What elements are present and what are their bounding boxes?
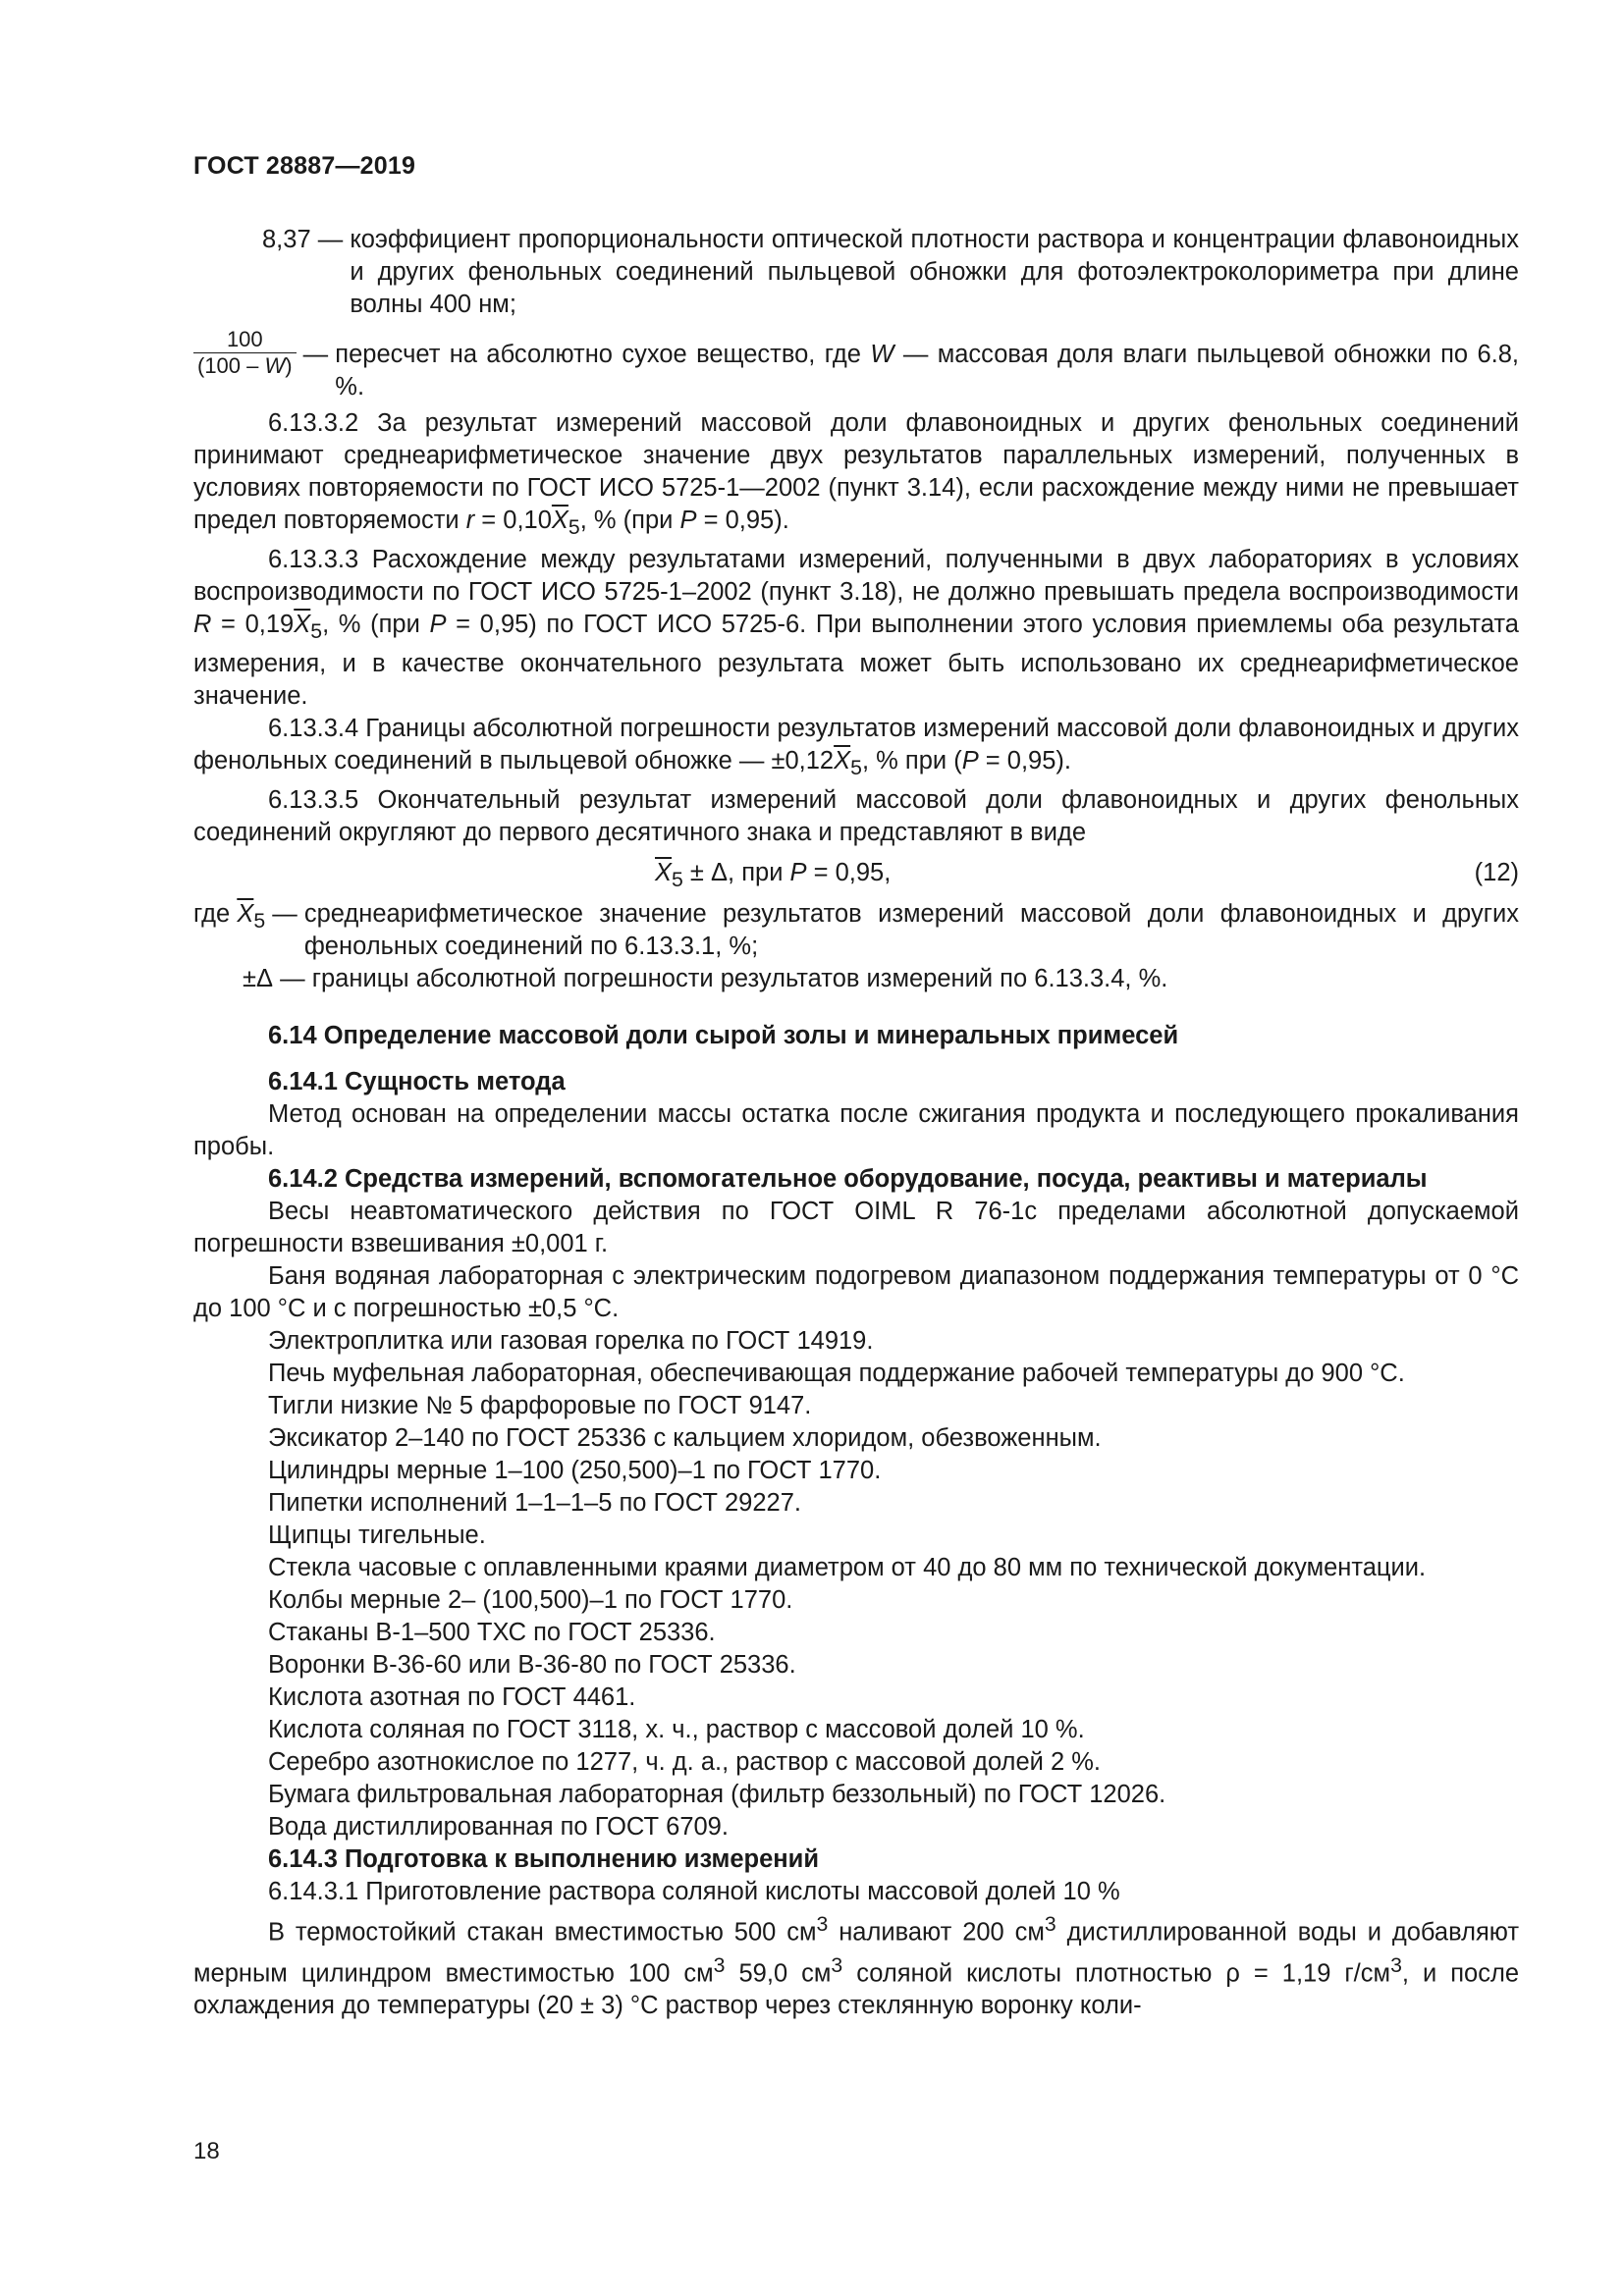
page-number: 18 — [193, 2138, 220, 2164]
paragraph-6-14-3-1: 6.14.3.1 Приготовление раствора соляной кислоты массовой долей 10 % — [268, 1878, 1120, 1906]
list-item: Вода дистиллированная по ГОСТ 6709. — [268, 1813, 729, 1842]
paragraph-6-13-3-5: 6.13.3.5 Окончательный результат измерений массовой доли флавоноидных и других фенольных соединений округляют до первого десятичного знака и представляют в виде — [193, 786, 1519, 847]
list-item: Серебро азотнокислое по 1277, ч. д. а., раствор с массовой долей 2 %. — [268, 1748, 1101, 1777]
list-item: Стекла часовые с оплавленными краями диаметром от 40 до 80 мм по технической документации. — [268, 1554, 1427, 1582]
paragraph-6-13-3-2: 6.13.3.2 За результат измерений массовой доли флавоноидных и других фенольных соединений принимают среднеарифметическое значение двух результатов параллельных измерений, полученных в условиях повторяемости по ГОСТ ИСО 5725-1—2002 (пункт 3.14), если расхождение между ними не превышает предел повторяемости $r = 0,10\overline{X}_5$, % (при P = 0,95). — [193, 409, 1519, 540]
paragraph-preparation: В термостойкий стакан вместимостью 500 $см^3$ наливают 200 $см^3$ дистиллированной воды и добавляют мерным цилиндром вместимостью 100 $см^3$ 59,0 $см^3$ соляной кислоты плотностью ρ = 1,19 $г/см^3$, и после охлаждения до температуры (20 ± 3) °С раствор через стеклянную воронку коли- — [193, 1912, 1520, 2020]
fraction — [193, 327, 297, 379]
list-item: Щипцы тигельные. — [268, 1522, 486, 1550]
where-key: где $\overline{X}_5$ — [193, 900, 266, 934]
fraction-numerator: 100 — [193, 327, 297, 353]
paragraph-6-13-3-4: 6.13.3.4 Границы абсолютной погрешности результатов измерений массовой доли флавоноидных и других фенольных соединений в пыльцевой обножке — $\pm 0,12\overline{X}_5$, % при (P = 0,95). — [193, 715, 1519, 780]
definition-text: пересчет на абсолютно сухое вещество, где W — массовая доля влаги пыльцевой обножки по 6.8, %. — [335, 341, 1519, 400]
list-item: Стаканы В-1–500 ТХС по ГОСТ 25336. — [268, 1619, 716, 1647]
list-item: Тигли низкие № 5 фарфоровые по ГОСТ 9147. — [268, 1392, 812, 1420]
paragraph-method: Метод основан на определении массы остатка после сжигания продукта и последующего прокаливания пробы. — [193, 1100, 1519, 1161]
list-item: Баня водяная лабораторная с электрическим подогревом диапазоном поддержания температуры от 0 °С до 100 °С и с погрешностью ±0,5 °С. — [193, 1262, 1519, 1323]
list-item: Кислота соляная по ГОСТ 3118, х. ч., раствор с массовой долей 10 %. — [268, 1716, 1085, 1744]
section-heading-6-14: 6.14 Определение массовой доли сырой золы и минеральных примесей — [268, 1022, 1179, 1050]
list-item: Колбы мерные 2– (100,500)–1 по ГОСТ 1770. — [268, 1586, 793, 1615]
definition-text: границы абсолютной погрешности результатов измерений по 6.13.3.4, %. — [311, 965, 1168, 993]
definition-dash: — — [273, 965, 312, 993]
section-heading-6-14-1: 6.14.1 Сущность метода — [268, 1068, 566, 1096]
definition-dash: — — [296, 341, 336, 368]
where-definition-x5 — [193, 898, 1519, 963]
paragraph-6-13-3-3: 6.13.3.3 Расхождение между результатами измерений, полученными в двух лабораториях в условиях воспроизводимости по ГОСТ ИСО 5725-1–2002 (пункт 3.18), не должно превышать предела воспроизводимости $R = 0,19\overline{X}_5$, % (при P = 0,95) по ГОСТ ИСО 5725-6. При выполнении этого условия приемлемы оба результата измерения, и в качестве окончательного результата может быть использовано их среднеарифметическое значение. — [193, 546, 1519, 711]
definition-key: 8,37 — [262, 226, 311, 253]
list-item: Цилиндры мерные 1–100 (250,500)–1 по ГОСТ 1770. — [268, 1457, 882, 1485]
page-content — [193, 224, 1519, 2022]
where-definition-delta — [193, 963, 1519, 995]
section-heading-6-14-3: 6.14.3 Подготовка к выполнению измерений — [268, 1845, 820, 1874]
definition-text: коэффициент пропорциональности оптической плотности раствора и концентрации флавоноидных и других фенольных соединений пыльцевой обножки для фотоэлектроколориметра при длине волны 400 нм; — [350, 226, 1519, 318]
fraction-denominator: (100 – W) — [197, 353, 293, 378]
list-item: Воронки В-36-60 или В-36-80 по ГОСТ 25336. — [268, 1651, 796, 1680]
definition-dash: — — [265, 900, 304, 929]
section-heading-6-14-2: 6.14.2 Средства измерений, вспомогательное оборудование, посуда, реактивы и материалы — [268, 1165, 1428, 1194]
definition-dash: — — [310, 226, 351, 253]
definition-coefficient — [193, 224, 1519, 321]
document-header: ГОСТ 28887—2019 — [193, 152, 416, 180]
list-item: Эксикатор 2–140 по ГОСТ 25336 с кальцием хлоридом, обезвоженным. — [268, 1424, 1102, 1453]
definition-fraction — [193, 327, 1519, 403]
list-item: Электроплитка или газовая горелка по ГОСТ 14919. — [268, 1327, 874, 1356]
equation-number: (12) — [1474, 859, 1519, 887]
list-item: Пипетки исполнений 1–1–1–5 по ГОСТ 29227. — [268, 1489, 801, 1518]
list-item: Печь муфельная лабораторная, обеспечивающая поддержание рабочей температуры до 900 °С. — [268, 1360, 1405, 1388]
list-item: Кислота азотная по ГОСТ 4461. — [268, 1683, 636, 1712]
definition-text: среднеарифметическое значение результатов измерений массовой доли флавоноидных и других фенольных соединений по 6.13.3.1, %; — [303, 900, 1519, 961]
where-key: ±Δ — [243, 965, 274, 993]
formula-12 — [193, 853, 1519, 892]
formula-expression: $\overline{X}_5 \pm \Delta$, при P = 0,95, — [655, 859, 892, 892]
list-item: Весы неавтоматического действия по ГОСТ OIML R 76-1с пределами абсолютной допускаемой погрешности взвешивания ±0,001 г. — [193, 1198, 1519, 1258]
list-item: Бумага фильтровальная лабораторная (фильтр беззольный) по ГОСТ 12026. — [268, 1781, 1166, 1809]
